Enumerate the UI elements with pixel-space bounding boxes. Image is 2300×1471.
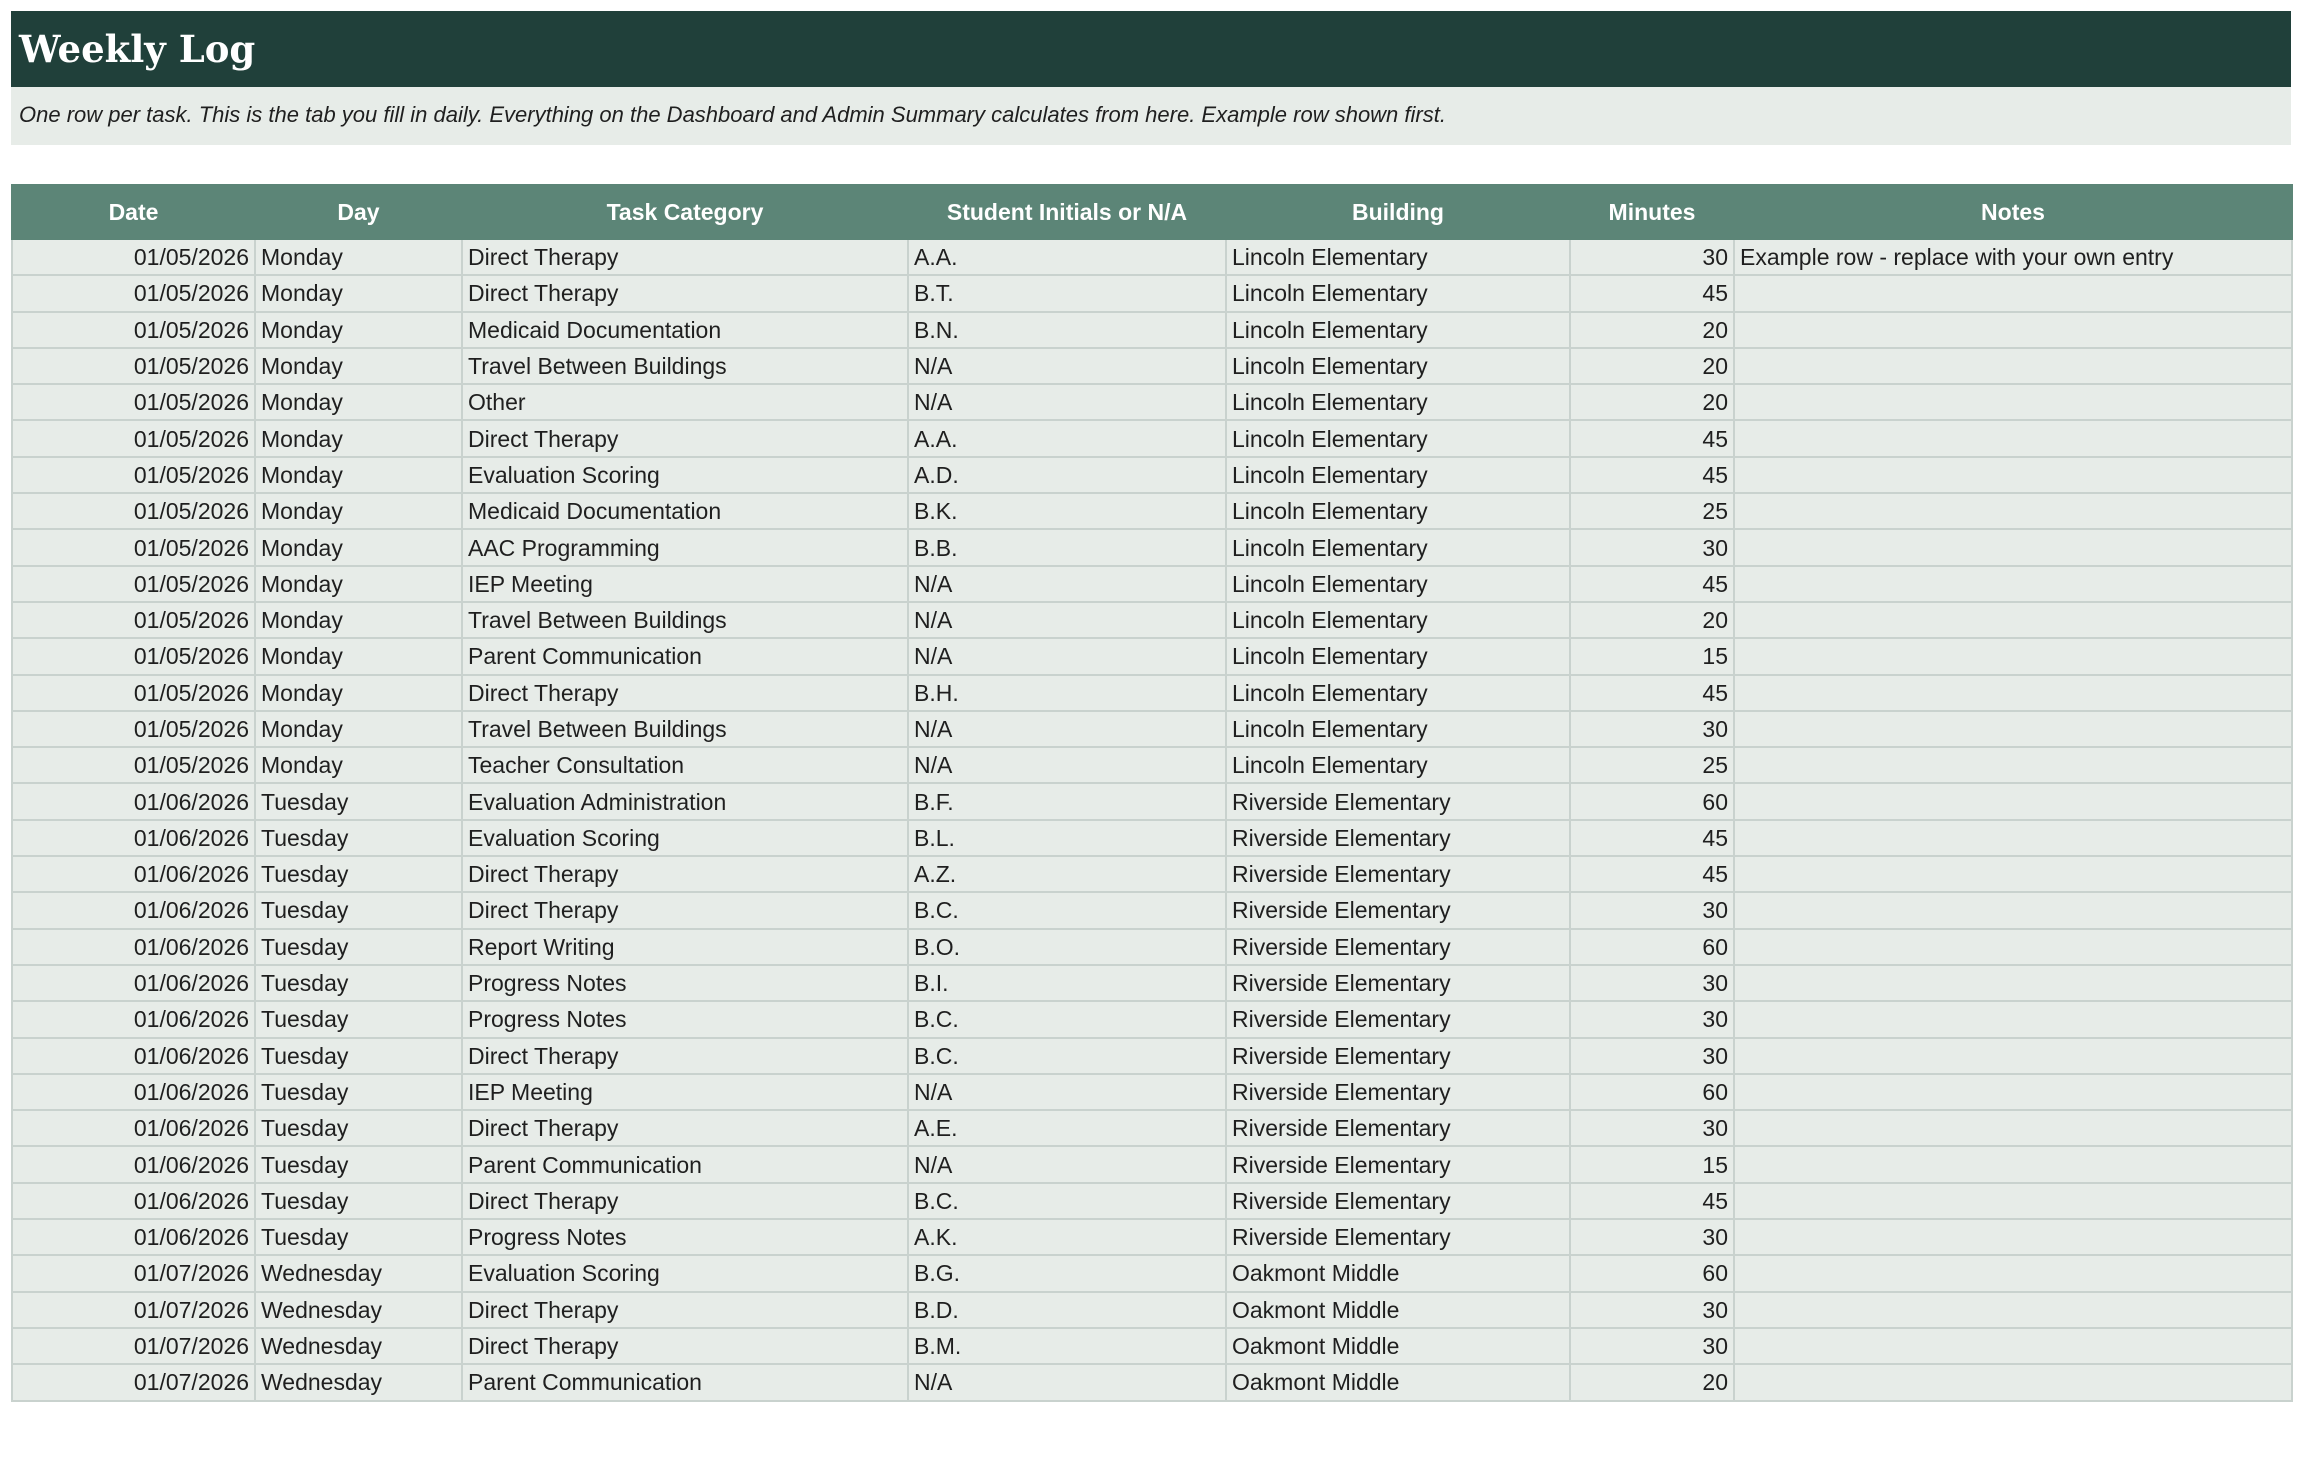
table-row [12, 1001, 2292, 1037]
cell-day[interactable]: Tuesday [255, 1146, 462, 1182]
cell-building[interactable]: Riverside Elementary [1226, 1219, 1570, 1255]
cell-date[interactable]: 01/06/2026 [12, 929, 255, 965]
table-row [12, 820, 2292, 856]
cell-task-category[interactable]: Travel Between Buildings [462, 602, 908, 638]
table-row [12, 747, 2292, 783]
cell-day[interactable]: Wednesday [255, 1328, 462, 1364]
cell-notes[interactable] [1734, 711, 2292, 747]
cell-student-initials[interactable]: A.D. [908, 457, 1226, 493]
cell-day[interactable]: Monday [255, 747, 462, 783]
cell-day[interactable]: Wednesday [255, 1292, 462, 1328]
cell-student-initials[interactable]: B.H. [908, 675, 1226, 711]
cell-building[interactable]: Lincoln Elementary [1226, 275, 1570, 311]
cell-date[interactable]: 01/07/2026 [12, 1255, 255, 1291]
cell-notes[interactable] [1734, 457, 2292, 493]
cell-date[interactable]: 01/05/2026 [12, 312, 255, 348]
cell-building[interactable]: Oakmont Middle [1226, 1255, 1570, 1291]
cell-building[interactable]: Lincoln Elementary [1226, 711, 1570, 747]
cell-minutes[interactable]: 30 [1570, 1292, 1734, 1328]
cell-notes[interactable] [1734, 820, 2292, 856]
cell-student-initials[interactable]: A.Z. [908, 856, 1226, 892]
cell-day[interactable]: Tuesday [255, 1219, 462, 1255]
cell-date[interactable]: 01/06/2026 [12, 965, 255, 1001]
cell-day[interactable]: Monday [255, 239, 462, 275]
cell-notes[interactable] [1734, 1183, 2292, 1219]
cell-notes[interactable] [1734, 602, 2292, 638]
table-row [12, 1328, 2292, 1364]
cell-notes[interactable] [1734, 384, 2292, 420]
column-header-date[interactable]: Date [12, 185, 255, 239]
cell-minutes[interactable]: 30 [1570, 1110, 1734, 1146]
cell-day[interactable]: Tuesday [255, 1001, 462, 1037]
cell-day[interactable]: Monday [255, 529, 462, 565]
cell-task-category[interactable]: Evaluation Scoring [462, 820, 908, 856]
cell-student-initials[interactable]: B.F. [908, 783, 1226, 819]
cell-notes[interactable] [1734, 856, 2292, 892]
cell-student-initials[interactable]: N/A [908, 638, 1226, 674]
cell-minutes[interactable]: 60 [1570, 1074, 1734, 1110]
cell-notes[interactable] [1734, 638, 2292, 674]
cell-building[interactable]: Lincoln Elementary [1226, 747, 1570, 783]
cell-day[interactable]: Wednesday [255, 1364, 462, 1400]
cell-student-initials[interactable]: B.I. [908, 965, 1226, 1001]
cell-notes[interactable] [1734, 929, 2292, 965]
sheet-title: Weekly Log [19, 27, 256, 71]
cell-student-initials[interactable]: N/A [908, 348, 1226, 384]
cell-notes[interactable] [1734, 566, 2292, 602]
cell-building[interactable]: Lincoln Elementary [1226, 239, 1570, 275]
cell-notes[interactable] [1734, 348, 2292, 384]
cell-notes[interactable] [1734, 747, 2292, 783]
cell-task-category[interactable]: IEP Meeting [462, 566, 908, 602]
cell-minutes[interactable]: 45 [1570, 420, 1734, 456]
cell-task-category[interactable]: Direct Therapy [462, 1038, 908, 1074]
column-header-day[interactable]: Day [255, 185, 462, 239]
table-row [12, 1074, 2292, 1110]
cell-notes[interactable] [1734, 1038, 2292, 1074]
cell-date[interactable]: 01/06/2026 [12, 892, 255, 928]
cell-minutes[interactable]: 30 [1570, 1219, 1734, 1255]
cell-student-initials[interactable]: B.B. [908, 529, 1226, 565]
table-row [12, 892, 2292, 928]
cell-date[interactable]: 01/05/2026 [12, 566, 255, 602]
cell-date[interactable]: 01/06/2026 [12, 1074, 255, 1110]
cell-date[interactable]: 01/07/2026 [12, 1292, 255, 1328]
cell-date[interactable]: 01/05/2026 [12, 675, 255, 711]
table-row [12, 1219, 2292, 1255]
cell-date[interactable]: 01/06/2026 [12, 1146, 255, 1182]
cell-building[interactable]: Riverside Elementary [1226, 820, 1570, 856]
instructions-text: One row per task. This is the tab you fill in daily. Everything on the Dashboard and Admin Summary calculates from here. Example row shown first. [19, 102, 1446, 127]
cell-student-initials[interactable]: B.K. [908, 493, 1226, 529]
cell-notes[interactable] [1734, 1292, 2292, 1328]
cell-student-initials[interactable]: N/A [908, 711, 1226, 747]
cell-notes[interactable] [1734, 275, 2292, 311]
cell-day[interactable]: Monday [255, 457, 462, 493]
cell-student-initials[interactable]: A.E. [908, 1110, 1226, 1146]
cell-notes[interactable] [1734, 783, 2292, 819]
table-row [12, 1292, 2292, 1328]
cell-task-category[interactable]: Progress Notes [462, 1001, 908, 1037]
cell-date[interactable]: 01/05/2026 [12, 348, 255, 384]
cell-student-initials[interactable]: B.G. [908, 1255, 1226, 1291]
cell-minutes[interactable]: 15 [1570, 1146, 1734, 1182]
cell-building[interactable]: Lincoln Elementary [1226, 384, 1570, 420]
cell-building[interactable]: Riverside Elementary [1226, 856, 1570, 892]
cell-task-category[interactable]: Direct Therapy [462, 275, 908, 311]
header-row [12, 185, 2292, 239]
cell-minutes[interactable]: 30 [1570, 965, 1734, 1001]
cell-date[interactable]: 01/05/2026 [12, 638, 255, 674]
cell-day[interactable]: Monday [255, 602, 462, 638]
table-row [12, 275, 2292, 311]
cell-date[interactable]: 01/06/2026 [12, 820, 255, 856]
weekly-log-table [11, 184, 2293, 1402]
table-row [12, 1183, 2292, 1219]
cell-minutes[interactable]: 30 [1570, 711, 1734, 747]
cell-date[interactable]: 01/06/2026 [12, 1183, 255, 1219]
cell-building[interactable]: Riverside Elementary [1226, 892, 1570, 928]
table-row [12, 675, 2292, 711]
column-header-building[interactable]: Building [1226, 185, 1570, 239]
cell-notes[interactable] [1734, 675, 2292, 711]
cell-day[interactable]: Monday [255, 493, 462, 529]
cell-building[interactable]: Riverside Elementary [1226, 1183, 1570, 1219]
cell-task-category[interactable]: Direct Therapy [462, 1292, 908, 1328]
cell-task-category[interactable]: Medicaid Documentation [462, 312, 908, 348]
cell-day[interactable]: Tuesday [255, 856, 462, 892]
cell-date[interactable]: 01/05/2026 [12, 711, 255, 747]
cell-student-initials[interactable]: N/A [908, 602, 1226, 638]
cell-minutes[interactable]: 60 [1570, 1255, 1734, 1291]
cell-building[interactable]: Lincoln Elementary [1226, 529, 1570, 565]
cell-minutes[interactable]: 30 [1570, 1038, 1734, 1074]
cell-notes[interactable] [1734, 529, 2292, 565]
table-row [12, 420, 2292, 456]
cell-notes[interactable] [1734, 1255, 2292, 1291]
cell-minutes[interactable]: 30 [1570, 1001, 1734, 1037]
cell-student-initials[interactable]: A.A. [908, 420, 1226, 456]
cell-task-category[interactable]: Evaluation Administration [462, 783, 908, 819]
cell-student-initials[interactable]: B.C. [908, 1001, 1226, 1037]
cell-task-category[interactable]: Direct Therapy [462, 1110, 908, 1146]
cell-task-category[interactable]: Direct Therapy [462, 420, 908, 456]
cell-student-initials[interactable]: B.C. [908, 1038, 1226, 1074]
cell-day[interactable]: Monday [255, 566, 462, 602]
cell-building[interactable]: Lincoln Elementary [1226, 566, 1570, 602]
cell-notes[interactable] [1734, 420, 2292, 456]
table-row [12, 493, 2292, 529]
table-row [12, 566, 2292, 602]
cell-day[interactable]: Tuesday [255, 1038, 462, 1074]
cell-building[interactable]: Riverside Elementary [1226, 1001, 1570, 1037]
cell-student-initials[interactable]: N/A [908, 566, 1226, 602]
cell-minutes[interactable]: 30 [1570, 529, 1734, 565]
cell-day[interactable]: Tuesday [255, 929, 462, 965]
cell-minutes[interactable]: 30 [1570, 239, 1734, 275]
cell-minutes[interactable]: 45 [1570, 275, 1734, 311]
cell-task-category[interactable]: Travel Between Buildings [462, 711, 908, 747]
cell-date[interactable]: 01/06/2026 [12, 1038, 255, 1074]
cell-building[interactable]: Lincoln Elementary [1226, 312, 1570, 348]
cell-day[interactable]: Monday [255, 384, 462, 420]
cell-student-initials[interactable]: N/A [908, 1146, 1226, 1182]
cell-task-category[interactable]: Progress Notes [462, 965, 908, 1001]
table-row [12, 965, 2292, 1001]
cell-minutes[interactable]: 20 [1570, 312, 1734, 348]
cell-building[interactable]: Lincoln Elementary [1226, 493, 1570, 529]
cell-notes[interactable] [1734, 1146, 2292, 1182]
cell-minutes[interactable]: 30 [1570, 1328, 1734, 1364]
cell-student-initials[interactable]: A.A. [908, 239, 1226, 275]
table-row [12, 239, 2292, 275]
cell-minutes[interactable]: 60 [1570, 929, 1734, 965]
cell-notes[interactable] [1734, 892, 2292, 928]
cell-student-initials[interactable]: B.L. [908, 820, 1226, 856]
cell-task-category[interactable]: Direct Therapy [462, 1328, 908, 1364]
cell-day[interactable]: Monday [255, 711, 462, 747]
cell-minutes[interactable]: 20 [1570, 1364, 1734, 1400]
table-row [12, 1146, 2292, 1182]
cell-building[interactable]: Riverside Elementary [1226, 1038, 1570, 1074]
cell-notes[interactable] [1734, 1364, 2292, 1400]
cell-student-initials[interactable]: B.C. [908, 1183, 1226, 1219]
cell-building[interactable]: Riverside Elementary [1226, 1110, 1570, 1146]
cell-day[interactable]: Tuesday [255, 1110, 462, 1146]
table-row [12, 856, 2292, 892]
cell-minutes[interactable]: 25 [1570, 493, 1734, 529]
cell-task-category[interactable]: Direct Therapy [462, 675, 908, 711]
cell-date[interactable]: 01/05/2026 [12, 602, 255, 638]
cell-minutes[interactable]: 45 [1570, 856, 1734, 892]
cell-task-category[interactable]: Parent Communication [462, 638, 908, 674]
cell-day[interactable]: Wednesday [255, 1255, 462, 1291]
cell-task-category[interactable]: Evaluation Scoring [462, 1255, 908, 1291]
table-row [12, 1038, 2292, 1074]
table-row [12, 529, 2292, 565]
cell-minutes[interactable]: 45 [1570, 675, 1734, 711]
cell-date[interactable]: 01/05/2026 [12, 275, 255, 311]
cell-building[interactable]: Riverside Elementary [1226, 929, 1570, 965]
cell-minutes[interactable]: 20 [1570, 602, 1734, 638]
column-header-notes[interactable]: Notes [1734, 185, 2292, 239]
cell-task-category[interactable]: Teacher Consultation [462, 747, 908, 783]
cell-notes[interactable] [1734, 1110, 2292, 1146]
cell-notes[interactable] [1734, 1328, 2292, 1364]
cell-date[interactable]: 01/05/2026 [12, 457, 255, 493]
cell-task-category[interactable]: Direct Therapy [462, 856, 908, 892]
cell-task-category[interactable]: Other [462, 384, 908, 420]
cell-building[interactable]: Oakmont Middle [1226, 1292, 1570, 1328]
cell-notes[interactable] [1734, 1074, 2292, 1110]
cell-building[interactable]: Lincoln Elementary [1226, 638, 1570, 674]
cell-minutes[interactable]: 15 [1570, 638, 1734, 674]
table-row [12, 457, 2292, 493]
cell-day[interactable]: Monday [255, 312, 462, 348]
cell-notes[interactable]: Example row - replace with your own entry [1734, 239, 2292, 275]
cell-task-category[interactable]: IEP Meeting [462, 1074, 908, 1110]
cell-building[interactable]: Riverside Elementary [1226, 1074, 1570, 1110]
cell-building[interactable]: Riverside Elementary [1226, 965, 1570, 1001]
cell-building[interactable]: Lincoln Elementary [1226, 457, 1570, 493]
cell-building[interactable]: Oakmont Middle [1226, 1364, 1570, 1400]
cell-task-category[interactable]: Report Writing [462, 929, 908, 965]
cell-task-category[interactable]: AAC Programming [462, 529, 908, 565]
cell-date[interactable]: 01/05/2026 [12, 493, 255, 529]
cell-task-category[interactable]: Medicaid Documentation [462, 493, 908, 529]
cell-building[interactable]: Lincoln Elementary [1226, 348, 1570, 384]
cell-date[interactable]: 01/06/2026 [12, 1219, 255, 1255]
cell-date[interactable]: 01/06/2026 [12, 1001, 255, 1037]
cell-minutes[interactable]: 30 [1570, 892, 1734, 928]
cell-task-category[interactable]: Direct Therapy [462, 892, 908, 928]
cell-date[interactable]: 01/07/2026 [12, 1364, 255, 1400]
cell-building[interactable]: Oakmont Middle [1226, 1328, 1570, 1364]
cell-day[interactable]: Tuesday [255, 1074, 462, 1110]
cell-minutes[interactable]: 45 [1570, 566, 1734, 602]
cell-minutes[interactable]: 60 [1570, 783, 1734, 819]
table-row [12, 1255, 2292, 1291]
cell-minutes[interactable]: 45 [1570, 457, 1734, 493]
cell-date[interactable]: 01/06/2026 [12, 783, 255, 819]
cell-building[interactable]: Riverside Elementary [1226, 1146, 1570, 1182]
instructions-bar [11, 87, 2291, 145]
cell-date[interactable]: 01/05/2026 [12, 420, 255, 456]
table-row [12, 783, 2292, 819]
cell-day[interactable]: Tuesday [255, 820, 462, 856]
cell-notes[interactable] [1734, 312, 2292, 348]
column-header-task-category[interactable]: Task Category [462, 185, 908, 239]
cell-building[interactable]: Lincoln Elementary [1226, 602, 1570, 638]
cell-day[interactable]: Monday [255, 675, 462, 711]
cell-date[interactable]: 01/05/2026 [12, 529, 255, 565]
table-row [12, 929, 2292, 965]
cell-minutes[interactable]: 20 [1570, 348, 1734, 384]
cell-date[interactable]: 01/06/2026 [12, 1110, 255, 1146]
cell-student-initials[interactable]: N/A [908, 1364, 1226, 1400]
table-row [12, 384, 2292, 420]
cell-notes[interactable] [1734, 1001, 2292, 1037]
table-row [12, 312, 2292, 348]
cell-task-category[interactable]: Evaluation Scoring [462, 457, 908, 493]
cell-student-initials[interactable]: B.M. [908, 1328, 1226, 1364]
cell-student-initials[interactable]: A.K. [908, 1219, 1226, 1255]
log-body [12, 239, 2292, 1401]
cell-student-initials[interactable]: B.C. [908, 892, 1226, 928]
cell-date[interactable]: 01/05/2026 [12, 239, 255, 275]
table-row [12, 711, 2292, 747]
cell-date[interactable]: 01/06/2026 [12, 856, 255, 892]
cell-day[interactable]: Tuesday [255, 965, 462, 1001]
cell-building[interactable]: Riverside Elementary [1226, 783, 1570, 819]
cell-task-category[interactable]: Parent Communication [462, 1146, 908, 1182]
cell-date[interactable]: 01/05/2026 [12, 384, 255, 420]
cell-student-initials[interactable]: N/A [908, 384, 1226, 420]
cell-minutes[interactable]: 45 [1570, 820, 1734, 856]
cell-date[interactable]: 01/05/2026 [12, 747, 255, 783]
table-row [12, 602, 2292, 638]
table-row [12, 1110, 2292, 1146]
column-header-minutes[interactable]: Minutes [1570, 185, 1734, 239]
cell-building[interactable]: Lincoln Elementary [1226, 420, 1570, 456]
cell-student-initials[interactable]: B.O. [908, 929, 1226, 965]
title-bar [11, 11, 2291, 87]
table-row [12, 1364, 2292, 1400]
column-header-student-initials[interactable]: Student Initials or N/A [908, 185, 1226, 239]
cell-notes[interactable] [1734, 493, 2292, 529]
cell-notes[interactable] [1734, 1219, 2292, 1255]
cell-day[interactable]: Tuesday [255, 1183, 462, 1219]
cell-day[interactable]: Monday [255, 348, 462, 384]
cell-day[interactable]: Tuesday [255, 892, 462, 928]
cell-student-initials[interactable]: N/A [908, 747, 1226, 783]
cell-day[interactable]: Tuesday [255, 783, 462, 819]
cell-task-category[interactable]: Direct Therapy [462, 1183, 908, 1219]
cell-building[interactable]: Lincoln Elementary [1226, 675, 1570, 711]
cell-task-category[interactable]: Progress Notes [462, 1219, 908, 1255]
cell-minutes[interactable]: 20 [1570, 384, 1734, 420]
cell-notes[interactable] [1734, 965, 2292, 1001]
cell-day[interactable]: Monday [255, 420, 462, 456]
table-row [12, 638, 2292, 674]
table-row [12, 348, 2292, 384]
cell-task-category[interactable]: Direct Therapy [462, 239, 908, 275]
cell-student-initials[interactable]: B.N. [908, 312, 1226, 348]
cell-date[interactable]: 01/07/2026 [12, 1328, 255, 1364]
cell-task-category[interactable]: Parent Communication [462, 1364, 908, 1400]
cell-student-initials[interactable]: B.D. [908, 1292, 1226, 1328]
cell-minutes[interactable]: 25 [1570, 747, 1734, 783]
cell-student-initials[interactable]: N/A [908, 1074, 1226, 1110]
cell-day[interactable]: Monday [255, 275, 462, 311]
cell-minutes[interactable]: 45 [1570, 1183, 1734, 1219]
cell-day[interactable]: Monday [255, 638, 462, 674]
cell-student-initials[interactable]: B.T. [908, 275, 1226, 311]
cell-task-category[interactable]: Travel Between Buildings [462, 348, 908, 384]
